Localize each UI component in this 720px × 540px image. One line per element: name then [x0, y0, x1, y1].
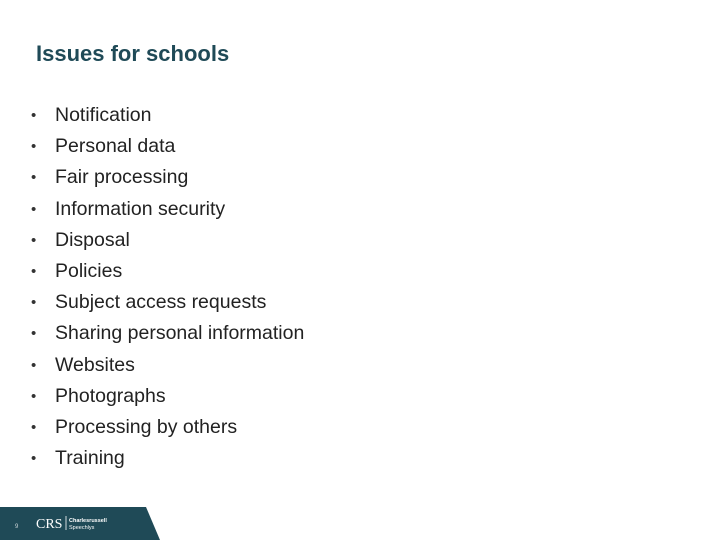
- bullet-marker: •: [31, 450, 37, 468]
- bullet-text: Fair processing: [55, 166, 189, 189]
- bullet-marker: •: [31, 387, 37, 405]
- logo-line-2: Speechlys: [69, 525, 95, 531]
- page-number: 9: [15, 524, 19, 530]
- bullet-marker: •: [31, 138, 37, 156]
- bullet-marker: •: [31, 356, 37, 374]
- bullet-text: Personal data: [55, 135, 176, 158]
- bullet-text: Notification: [55, 104, 152, 127]
- bullet-text: Photographs: [55, 384, 166, 407]
- bullet-marker: •: [31, 294, 37, 312]
- slide-title: Issues for schools: [36, 41, 230, 66]
- bullet-marker: •: [31, 231, 37, 249]
- bullet-item: [31, 318, 304, 349]
- bullet-item: [31, 412, 304, 443]
- bullet-text: Training: [55, 447, 125, 470]
- bullet-item: [31, 350, 304, 381]
- bullet-text: Information security: [55, 197, 226, 220]
- bullet-item: [31, 162, 304, 193]
- bullet-marker: •: [31, 263, 37, 281]
- bullet-text: Processing by others: [55, 415, 238, 438]
- bullet-item: [31, 131, 304, 162]
- bullet-item: [31, 381, 304, 412]
- bullet-marker: •: [31, 200, 37, 218]
- bullet-marker: •: [31, 325, 37, 343]
- bullet-item: [31, 256, 304, 287]
- bullet-text: Sharing personal information: [55, 322, 305, 345]
- bullet-text: Subject access requests: [55, 291, 267, 314]
- logo-mark: CRS: [36, 517, 63, 532]
- bullet-item: [31, 443, 304, 474]
- bullet-text: Policies: [55, 260, 123, 283]
- bullet-marker: •: [31, 418, 37, 436]
- bullet-text: Websites: [55, 353, 135, 376]
- bullet-marker: •: [31, 107, 37, 125]
- bullet-list: [31, 100, 304, 474]
- bullet-marker: •: [31, 169, 37, 187]
- bullet-item: [31, 194, 304, 225]
- bullet-item: [31, 225, 304, 256]
- logo-line-1: Charlesrussell: [69, 518, 107, 524]
- bullet-item: [31, 100, 304, 131]
- bullet-item: [31, 287, 304, 318]
- company-logo: [36, 514, 116, 532]
- bullet-text: Disposal: [55, 228, 130, 251]
